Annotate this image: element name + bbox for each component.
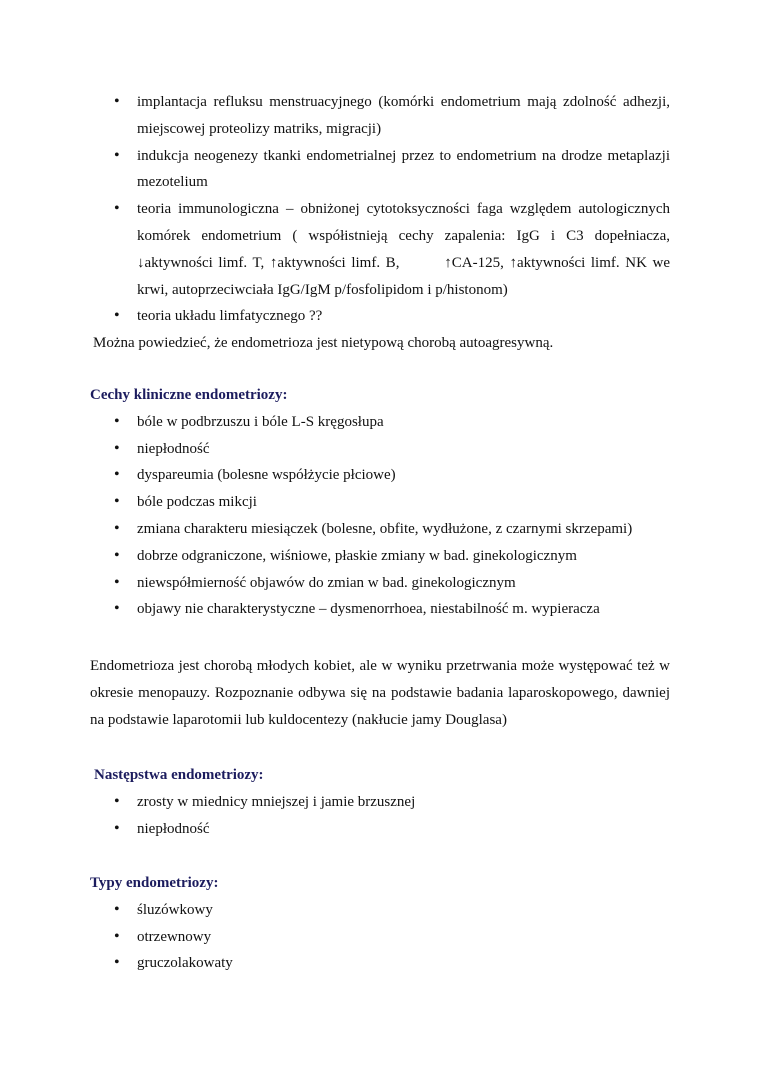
list-item: • dobrze odgraniczone, wiśniowe, płaskie zmiany w bad. ginekologicznym <box>0 543 670 570</box>
list-item: • teoria układu limfatycznego ?? <box>0 303 670 330</box>
summary-text: Można powiedzieć, że endometrioza jest nietypową chorobą autoagresywną. <box>93 335 554 352</box>
list-item: • niewspółmierność objawów do zmian w bad. ginekologicznym <box>0 570 670 597</box>
body-paragraph: Endometrioza jest chorobą młodych kobiet, ale w wyniku przetrwania może występować też w okresie menopauzy. Rozpoznanie odbywa się na podstawie badania laparoskopowego, dawniej na podstawie laparotomii lub kuldocentezy (nakłucie jamy Douglasa) <box>90 658 670 728</box>
list-item: • zrosty w miednicy mniejszej i jamie brzusznej <box>0 789 670 816</box>
list-item: • śluzówkowy <box>0 897 670 924</box>
list-item: • teoria immunologiczna – obniżonej cytotoksyczności faga względem autologicznych komórek endometrium ( współistnieją cechy zapalenia: IgG i C3 dopełniacza, ↓aktywności limf. T, ↑aktywności limf. B, ↑CA-125, ↑aktywności limf. NK we krwi, autoprzeciwciała IgG/IgM p/fosfolipidom i p/histonom) <box>0 196 670 303</box>
list-item: • objawy nie charakterystyczne – dysmenorrhoea, niestabilność m. wypieracza <box>0 596 670 623</box>
section-heading: Cechy kliniczne endometriozy: <box>90 387 288 403</box>
list-item: • otrzewnowy <box>0 924 670 951</box>
theories-list <box>0 89 760 357</box>
types-section <box>0 870 760 977</box>
list-item: • zmiana charakteru miesiączek (bolesne, obfite, wydłużone, z czarnymi skrzepami) <box>0 516 670 543</box>
list-item: • niepłodność <box>0 816 670 843</box>
list-item: • indukcja neogenezy tkanki endometrialnej przez to endometrium na drodze metaplazji mezotelium <box>0 143 670 197</box>
list-item: • bóle podczas mikcji <box>0 489 670 516</box>
section-heading: Następstwa endometriozy: <box>94 767 264 783</box>
list-item: • niepłodność <box>0 436 670 463</box>
list-item: • gruczolakowaty <box>0 950 670 977</box>
paragraph-block <box>0 653 760 733</box>
list-item: • implantacja refluksu menstruacyjnego (komórki endometrium mają zdolność adhezji, miejscowej proteolizy matriks, migracji) <box>0 89 670 143</box>
consequences-section <box>0 762 760 842</box>
list-item: • dyspareumia (bolesne współżycie płciowe) <box>0 462 670 489</box>
section-heading: Typy endometriozy: <box>90 875 219 891</box>
clinical-section <box>0 382 760 623</box>
list-item: • bóle w podbrzuszu i bóle L-S kręgosłupa <box>0 409 670 436</box>
